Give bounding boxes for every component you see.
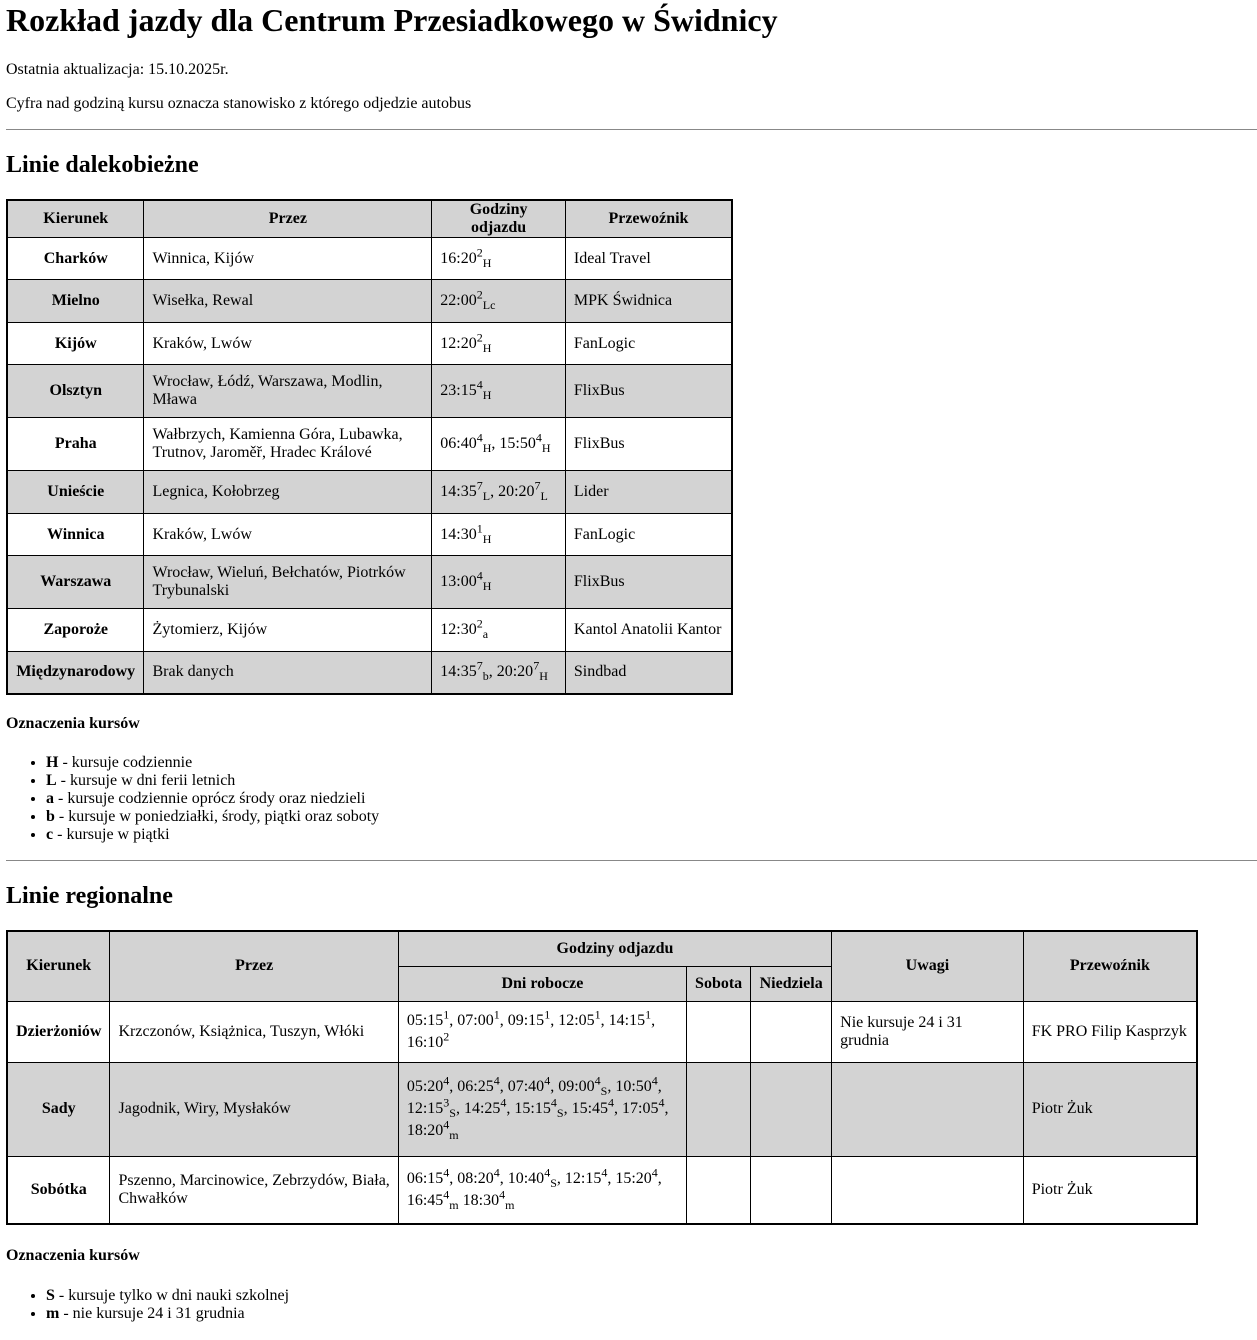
regional-table (6, 930, 1198, 1225)
platform-number: 1 (493, 1007, 500, 1022)
via-cell: Wrocław, Wieluń, Bełchatów, Piotrków Trybunalski (144, 556, 432, 609)
platform-number: 4 (544, 1073, 551, 1088)
direction-cell: Zaporoże (7, 609, 144, 652)
col-header-weekdays: Dni robocze (398, 966, 686, 1001)
course-marker: H (539, 669, 548, 684)
long-distance-heading: Linie dalekobieżne (6, 152, 199, 178)
table-row (7, 1156, 1197, 1224)
departure-time: 07:40 (507, 1078, 545, 1095)
carrier-cell: MPK Świdnica (565, 280, 732, 323)
weekday-departures-cell (398, 1062, 686, 1156)
platform-number: 4 (493, 1073, 500, 1088)
platform-number: 1 (443, 1007, 450, 1022)
platform-number: 4 (443, 1117, 450, 1132)
legend-text: - kursuje w dni ferii letnich (56, 772, 236, 789)
departure-time: 15:50 (499, 435, 536, 452)
platform-number: 3 (443, 1095, 450, 1110)
long-distance-legend (6, 754, 379, 844)
via-cell: Krzczonów, Książnica, Tuszyn, Włóki (110, 1001, 398, 1062)
departure-time: 17:05 (622, 1100, 659, 1117)
carrier-cell: FlixBus (565, 365, 732, 418)
platform-number: 2 (476, 616, 483, 631)
platform-number: 1 (476, 521, 483, 536)
legend-code: S (46, 1287, 55, 1304)
carrier-cell: Piotr Żuk (1023, 1156, 1197, 1224)
departures-cell (432, 238, 566, 280)
time-separator: , (449, 1169, 458, 1187)
legend-text: - kursuje tylko w dni nauki szkolnej (54, 1287, 290, 1304)
time-separator: , (455, 1100, 464, 1117)
departure-time: 12:15 (406, 1100, 444, 1117)
departure-time: 16:10 (406, 1033, 444, 1051)
departure-time: 07:00 (457, 1011, 494, 1029)
legend-item (46, 826, 379, 844)
divider (6, 129, 1257, 130)
platform-number: 4 (443, 1073, 450, 1088)
carrier-cell: Lider (565, 471, 732, 514)
carrier-cell: Ideal Travel (565, 238, 732, 280)
time-separator: , (563, 1100, 572, 1117)
time-separator: , (506, 1100, 515, 1117)
carrier-cell: FlixBus (565, 556, 732, 609)
course-marker: H (482, 531, 492, 546)
table-row (7, 1001, 1197, 1062)
col-header-carrier: Przewoźnik (1023, 931, 1197, 1001)
table-row (7, 323, 732, 365)
direction-cell: Sady (7, 1062, 110, 1156)
course-marker: Lc (482, 298, 496, 313)
departure-time: 09:15 (507, 1011, 545, 1029)
departure-time: 16:20 (440, 249, 477, 267)
time-separator: , (651, 1011, 656, 1029)
platform-number: 4 (535, 430, 542, 445)
course-marker: L (540, 489, 548, 504)
departure-time: 15:45 (571, 1100, 609, 1117)
departure-time: 18:30 (462, 1191, 500, 1209)
platform-number: 4 (594, 1073, 601, 1088)
departure-time: 12:15 (564, 1169, 602, 1187)
table-row (7, 556, 732, 609)
divider (6, 860, 1257, 861)
platform-number: 4 (476, 377, 483, 392)
time-separator: , (499, 1169, 508, 1187)
time-separator: , (600, 1011, 609, 1029)
regional-legend (6, 1287, 289, 1323)
departure-time: 22:00 (440, 292, 477, 309)
saturday-departures-cell (687, 1156, 751, 1224)
legend-code: b (46, 808, 55, 825)
last-updated: Ostatnia aktualizacja: 15.10.2025r. (6, 61, 229, 78)
departure-time: 12:20 (440, 334, 477, 352)
page-title: Rozkład jazdy dla Centrum Przesiadkowego w Świdnicy (6, 2, 778, 38)
course-marker: a (482, 627, 489, 642)
platform-number: 4 (658, 1095, 665, 1110)
via-cell: Wrocław, Łódź, Warszawa, Modlin, Mława (144, 365, 432, 418)
platform-number: 4 (493, 1165, 500, 1180)
col-header-sunday: Niedziela (751, 966, 832, 1001)
table-row (7, 418, 732, 471)
direction-cell: Unieście (7, 471, 144, 514)
departure-time: 06:40 (440, 435, 477, 452)
legend-text: - kursuje w poniedziałki, środy, piątki oraz soboty (54, 808, 380, 825)
departure-time: 08:20 (457, 1169, 494, 1187)
course-marker: H (482, 579, 492, 594)
departures-cell (432, 280, 566, 323)
departures-cell: $14:35^7_b$, $20:20^7_H$ (432, 652, 566, 694)
time-separator: , (556, 1169, 565, 1187)
col-header-carrier: Przewoźnik (565, 200, 732, 238)
departure-time: 06:15 (406, 1169, 444, 1187)
platform-number: 2 (476, 287, 483, 302)
col-header-saturday: Sobota (687, 966, 751, 1001)
via-cell: Jagodnik, Wiry, Mysłaków (110, 1062, 398, 1156)
via-cell: Brak danych (144, 652, 432, 694)
time-separator: , (614, 1100, 623, 1117)
sunday-departures-cell (751, 1001, 832, 1062)
departure-time: 09:00 (558, 1078, 595, 1095)
time-separator: , (499, 1078, 508, 1095)
table-row (7, 238, 732, 280)
table-row (7, 652, 732, 694)
legend-item (46, 1287, 289, 1305)
col-header-departures: Godziny odjazdu (398, 931, 831, 966)
legend-code: L (46, 772, 57, 789)
notes-cell: Nie kursuje 24 i 31 grudnia (832, 1001, 1024, 1062)
platform-number: 4 (476, 568, 483, 583)
legend-code: c (46, 826, 54, 843)
sunday-departures-cell (751, 1062, 832, 1156)
departures-cell: $06:40^4_H$, $15:50^4_H$ (432, 418, 566, 471)
legend-code: m (46, 1305, 60, 1322)
direction-cell: Mielno (7, 280, 144, 323)
departure-time: 10:40 (507, 1169, 545, 1187)
departures-cell (432, 514, 566, 556)
direction-cell: Sobótka (7, 1156, 110, 1224)
legend-text: - kursuje codziennie (58, 754, 193, 771)
platform-number: 4 (500, 1095, 507, 1110)
table-row (7, 365, 732, 418)
via-cell: Pszenno, Marcinowice, Zebrzydów, Biała, Chwałków (110, 1156, 398, 1224)
long-distance-table (6, 199, 733, 695)
departure-time: 13:00 (440, 573, 477, 590)
saturday-departures-cell (687, 1001, 751, 1062)
via-cell: Legnica, Kołobrzeg (144, 471, 432, 514)
notes-cell (832, 1062, 1024, 1156)
carrier-cell: Sindbad (565, 652, 732, 694)
weekday-departures-cell (398, 1156, 686, 1224)
col-header-notes: Uwagi (832, 931, 1024, 1001)
platform-number: 4 (443, 1165, 450, 1180)
platform-note: Cyfra nad godziną kursu oznacza stanowisko z którego odjedzie autobus (6, 95, 472, 112)
departures-cell (432, 556, 566, 609)
course-marker: H (541, 441, 551, 456)
carrier-cell: FanLogic (565, 514, 732, 556)
sunday-departures-cell (751, 1156, 832, 1224)
legend-code: H (46, 754, 59, 771)
platform-number: 4 (499, 1187, 506, 1202)
time-separator: , (664, 1100, 669, 1117)
platform-number: 1 (645, 1007, 652, 1022)
course-marker: S (556, 1106, 564, 1121)
time-separator: , (449, 1078, 458, 1095)
col-header-direction: Kierunek (7, 200, 144, 238)
departure-time: 23:15 (440, 382, 477, 399)
course-marker: H (482, 441, 492, 456)
departure-time: 14:35 (440, 483, 477, 500)
departure-time: 18:20 (406, 1122, 444, 1139)
platform-number: 7 (476, 658, 483, 673)
departure-time: 12:05 (558, 1011, 595, 1029)
carrier-cell: Kantol Anatolii Kantor (565, 609, 732, 652)
course-marker: m (505, 1197, 515, 1212)
table-row (7, 1062, 1197, 1156)
time-separator: , (550, 1078, 559, 1095)
course-marker: H (482, 340, 492, 355)
platform-number: 7 (534, 478, 541, 493)
time-separator: , (449, 1011, 458, 1029)
legend-text: - nie kursuje 24 i 31 grudnia (59, 1305, 245, 1322)
departure-time: 15:15 (514, 1100, 551, 1117)
departure-time: 14:25 (463, 1100, 501, 1117)
direction-cell: Olsztyn (7, 365, 144, 418)
platform-number: 7 (476, 478, 483, 493)
direction-cell: Winnica (7, 514, 144, 556)
time-separator: , (550, 1011, 559, 1029)
long-distance-legend-title: Oznaczenia kursów (6, 715, 140, 732)
legend-item (46, 808, 379, 826)
course-marker: S (600, 1084, 608, 1099)
table-row (7, 471, 732, 514)
legend-text: - kursuje codziennie oprócz środy oraz niedzieli (54, 790, 366, 807)
table-header-row (7, 200, 732, 238)
platform-number: 7 (533, 658, 540, 673)
departure-time: 20:20 (496, 663, 534, 681)
course-marker: S (449, 1106, 456, 1121)
platform-number: 4 (601, 1165, 608, 1180)
departure-time: 05:20 (406, 1078, 444, 1095)
col-header-via: Przez (144, 200, 432, 238)
table-row (7, 280, 732, 323)
via-cell: Żytomierz, Kijów (144, 609, 432, 652)
time-separator: , (657, 1169, 662, 1187)
course-marker: L (482, 489, 491, 504)
platform-number: 2 (476, 330, 483, 345)
direction-cell: Kijów (7, 323, 144, 365)
course-marker: b (482, 669, 489, 684)
course-marker: m (449, 1197, 459, 1212)
platform-number: 4 (544, 1165, 551, 1180)
carrier-cell: FlixBus (565, 418, 732, 471)
direction-cell: Charków (7, 238, 144, 280)
course-marker: H (482, 255, 492, 270)
legend-item (46, 790, 379, 808)
departure-time: 12:30 (440, 621, 477, 638)
platform-number: 4 (608, 1095, 615, 1110)
direction-cell: Dzierżoniów (7, 1001, 110, 1062)
via-cell: Wisełka, Rewal (144, 280, 432, 323)
platform-number: 1 (594, 1007, 601, 1022)
time-separator: , (607, 1169, 616, 1187)
col-header-via: Przez (110, 931, 398, 1001)
regional-heading: Linie regionalne (6, 883, 173, 909)
platform-number: 4 (550, 1095, 557, 1110)
direction-cell: Międzynarodowy (7, 652, 144, 694)
saturday-departures-cell (687, 1062, 751, 1156)
col-header-direction: Kierunek (7, 931, 110, 1001)
table-row (7, 609, 732, 652)
table-row (7, 514, 732, 556)
platform-number: 4 (651, 1073, 658, 1088)
departure-time: 10:50 (615, 1078, 652, 1095)
course-marker: S (550, 1175, 557, 1190)
legend-item (46, 754, 379, 772)
col-header-departures: Godziny odjazdu (432, 200, 566, 238)
regional-legend-title: Oznaczenia kursów (6, 1247, 140, 1264)
departures-cell (432, 365, 566, 418)
course-marker: H (482, 388, 492, 403)
departures-cell: $14:35^7_L$, $20:20^7_L$ (432, 471, 566, 514)
platform-number: 2 (476, 245, 483, 260)
via-cell: Kraków, Lwów (144, 323, 432, 365)
departure-time: 14:15 (608, 1011, 646, 1029)
platform-number: 4 (443, 1187, 450, 1202)
legend-code: a (46, 790, 54, 807)
departure-time: 05:15 (406, 1011, 444, 1029)
departure-time: 14:35 (440, 663, 477, 681)
direction-cell: Praha (7, 418, 144, 471)
platform-number: 4 (476, 430, 483, 445)
direction-cell: Warszawa (7, 556, 144, 609)
platform-number: 2 (443, 1029, 450, 1044)
via-cell: Kraków, Lwów (144, 514, 432, 556)
departure-time: 16:45 (406, 1191, 444, 1209)
legend-text: - kursuje w piątki (53, 826, 170, 843)
via-cell: Wałbrzych, Kamienna Góra, Lubawka, Trutnov, Jaroměř, Hradec Králové (144, 418, 432, 471)
time-separator: , (657, 1078, 662, 1095)
time-separator: , (607, 1078, 616, 1095)
platform-number: 4 (651, 1165, 658, 1180)
notes-cell (832, 1156, 1024, 1224)
via-cell: Winnica, Kijów (144, 238, 432, 280)
departures-cell (432, 609, 566, 652)
departure-time: 14:30 (440, 525, 477, 543)
carrier-cell: Piotr Żuk (1023, 1062, 1197, 1156)
carrier-cell: FK PRO Filip Kasprzyk (1023, 1001, 1197, 1062)
weekday-departures-cell (398, 1001, 686, 1062)
platform-number: 1 (544, 1007, 551, 1022)
course-marker: m (449, 1128, 459, 1143)
departure-time: 20:20 (498, 483, 535, 500)
carrier-cell: FanLogic (565, 323, 732, 365)
table-header-row (7, 931, 1197, 966)
legend-item (46, 772, 379, 790)
departure-time: 15:20 (615, 1169, 652, 1187)
departure-time: 06:25 (457, 1078, 494, 1095)
departures-cell (432, 323, 566, 365)
time-separator: , (499, 1011, 508, 1029)
legend-item (46, 1305, 289, 1323)
